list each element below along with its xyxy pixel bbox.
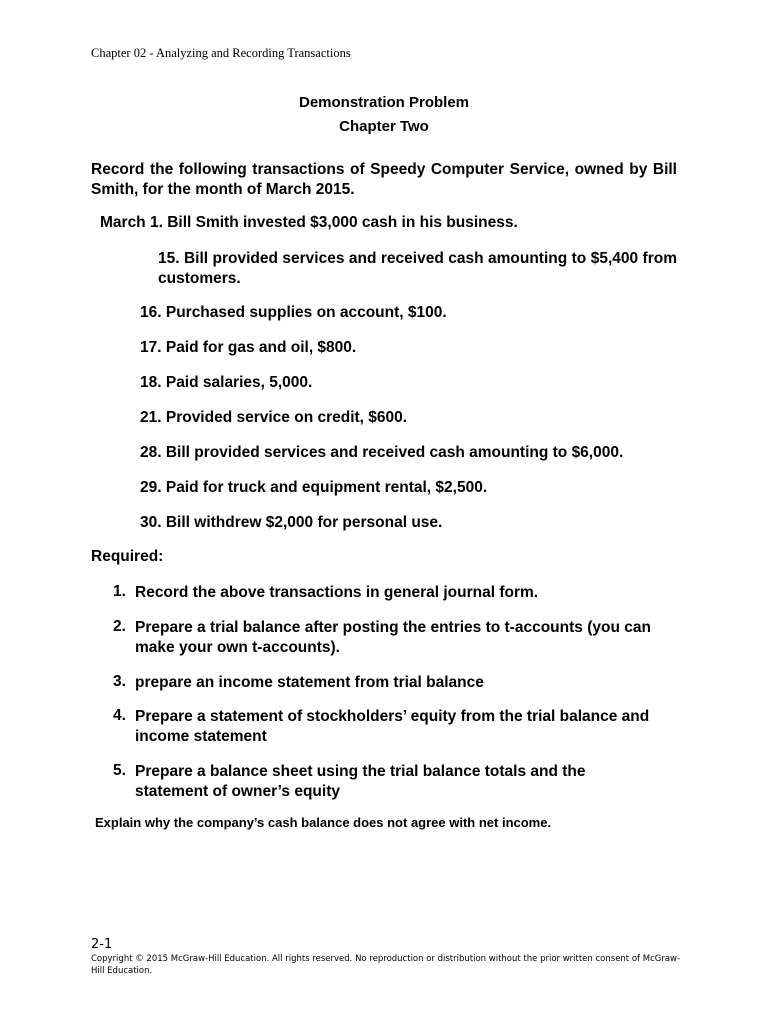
transaction-item: 29. Paid for truck and equipment rental, $2,500. (140, 479, 488, 496)
required-item-number: 2. (113, 618, 126, 635)
transaction-item: March 1. Bill Smith invested $3,000 cash in his business. (100, 214, 518, 231)
transaction-item: 28. Bill provided services and received cash amounting to $6,000. (140, 444, 624, 461)
required-item-text: prepare an income statement from trial balance (135, 674, 484, 691)
title-line-1: Demonstration Problem (298, 94, 470, 111)
required-item-text: Prepare a balance sheet using the trial balance totals and the statement of owner’s equity (135, 763, 586, 800)
transaction-text: 15. Bill provided services and received cash amounting to $5,400 from customers. (158, 250, 677, 287)
transaction-item (158, 249, 677, 289)
explain-question: Explain why the company’s cash balance does not agree with net income. (95, 815, 552, 830)
required-item-number: 4. (113, 707, 126, 724)
page-number: 2-1 (91, 937, 113, 952)
transaction-item: 17. Paid for gas and oil, $800. (140, 339, 357, 356)
copyright-notice: Copyright © 2015 McGraw-Hill Education. All rights reserved. No reproduction or distribution without the prior written consent of McGraw-Hill Education. (91, 954, 681, 976)
required-heading: Required: (91, 548, 164, 565)
title-line-2: Chapter Two (339, 118, 429, 135)
transaction-item: 16. Purchased supplies on account, $100. (140, 304, 447, 321)
transaction-item: 18. Paid salaries, 5,000. (140, 374, 313, 391)
required-item-number: 5. (113, 762, 126, 779)
intro-paragraph: Record the following transactions of Speedy Computer Service, owned by Bill Smith, for the month of March 2015. (91, 161, 677, 198)
transaction-item: 30. Bill withdrew $2,000 for personal use. (140, 514, 443, 531)
chapter-header: Chapter 02 - Analyzing and Recording Transactions (91, 46, 351, 60)
required-item-text: Prepare a statement of stockholders’ equity from the trial balance and income statement (135, 708, 650, 745)
transaction-item: 21. Provided service on credit, $600. (140, 409, 408, 426)
required-item-number: 3. (113, 673, 126, 690)
required-item-number: 1. (113, 583, 126, 600)
required-item-text: Record the above transactions in general journal form. (135, 584, 539, 601)
required-item-text: Prepare a trial balance after posting the entries to t-accounts (you can make your own t-accounts). (135, 619, 651, 656)
